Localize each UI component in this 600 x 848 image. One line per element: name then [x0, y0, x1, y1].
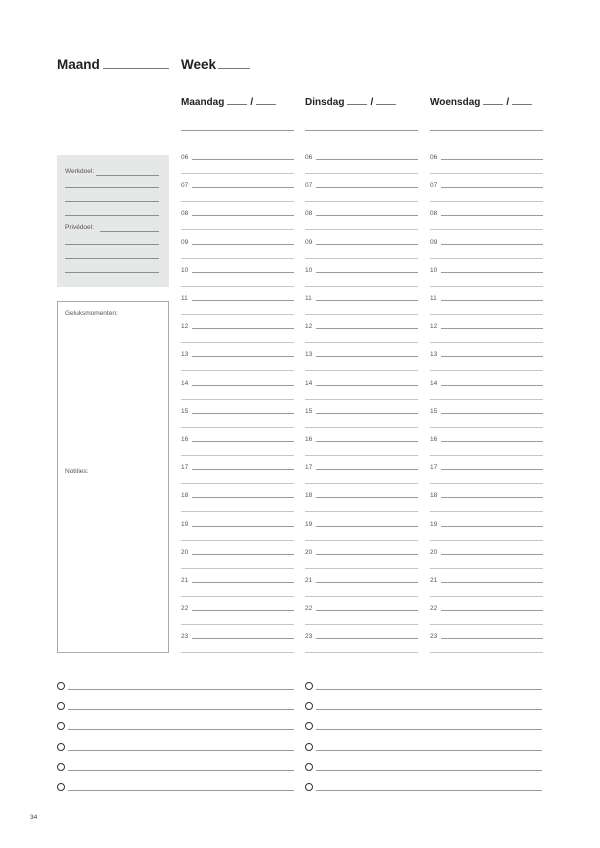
half-hour-line[interactable]	[305, 399, 418, 400]
todo-checkbox[interactable]	[57, 722, 65, 730]
goal-box	[57, 155, 169, 287]
work-goal-line[interactable]	[96, 175, 159, 176]
hour-line[interactable]	[441, 385, 543, 386]
half-hour-line[interactable]	[305, 314, 418, 315]
notes-box[interactable]	[57, 301, 169, 653]
hour-line[interactable]	[316, 244, 418, 245]
half-hour-line[interactable]	[430, 258, 543, 259]
half-hour-line[interactable]	[181, 201, 294, 202]
hour-label: 20	[305, 548, 313, 556]
todo-line[interactable]	[68, 729, 294, 730]
hour-line[interactable]	[316, 526, 418, 527]
month-number-blank[interactable]	[512, 104, 532, 105]
hour-label: 21	[305, 577, 313, 584]
day-number-blank[interactable]	[483, 104, 503, 105]
day-header-line[interactable]	[430, 130, 543, 131]
half-hour-line[interactable]	[430, 483, 543, 484]
half-hour-line[interactable]	[305, 540, 418, 541]
hour-label: 15	[430, 407, 438, 415]
day-header-line[interactable]	[305, 130, 418, 131]
half-hour-line[interactable]	[430, 399, 543, 400]
hour-line[interactable]	[316, 187, 418, 188]
hour-line[interactable]	[316, 328, 418, 329]
hour-label: 20	[181, 548, 189, 556]
hour-label: 10	[305, 266, 313, 274]
month-number-blank[interactable]	[376, 104, 396, 105]
hour-line[interactable]	[441, 469, 543, 470]
todo-checkbox[interactable]	[305, 722, 313, 730]
week-label: Week	[181, 57, 217, 72]
hour-label: 18	[305, 492, 313, 500]
hour-line[interactable]	[441, 497, 543, 498]
half-hour-line[interactable]	[305, 568, 418, 569]
hour-line[interactable]	[316, 413, 418, 414]
hour-label: 10	[181, 266, 189, 274]
hour-label: 17	[181, 464, 189, 472]
half-hour-line[interactable]	[181, 652, 294, 653]
month-number-blank[interactable]	[256, 104, 276, 105]
hour-line[interactable]	[192, 526, 294, 527]
half-hour-line[interactable]	[305, 173, 418, 174]
hour-label: 12	[181, 323, 189, 331]
date-separator: /	[250, 97, 254, 108]
happy-moments-label: Geluksmomenten:	[65, 310, 118, 317]
hour-label: 09	[181, 238, 189, 246]
hour-line[interactable]	[441, 554, 543, 555]
hour-label: 16	[305, 436, 313, 443]
hour-line[interactable]	[316, 554, 418, 555]
day-number-blank[interactable]	[347, 104, 367, 105]
half-hour-line[interactable]	[181, 229, 294, 230]
half-hour-line[interactable]	[430, 370, 543, 371]
hour-line[interactable]	[192, 413, 294, 414]
todo-checkbox[interactable]	[57, 763, 65, 771]
todo-line[interactable]	[316, 770, 542, 771]
half-hour-line[interactable]	[181, 511, 294, 512]
day-number-blank[interactable]	[227, 104, 247, 105]
hour-line[interactable]	[192, 441, 294, 442]
half-hour-line[interactable]	[305, 483, 418, 484]
hour-label: 13	[430, 351, 438, 359]
half-hour-line[interactable]	[305, 652, 418, 653]
hour-line[interactable]	[441, 413, 543, 414]
work-goal-line[interactable]	[65, 215, 159, 216]
hour-label: 16	[181, 436, 189, 443]
hour-line[interactable]	[316, 497, 418, 498]
todo-line[interactable]	[316, 750, 542, 751]
hour-label: 11	[305, 295, 312, 302]
hour-label: 10	[430, 266, 438, 274]
hour-line[interactable]	[316, 215, 418, 216]
hour-line[interactable]	[441, 638, 543, 639]
half-hour-line[interactable]	[430, 427, 543, 428]
hour-label: 19	[181, 520, 189, 528]
hour-label: 12	[430, 323, 438, 331]
hour-label: 17	[305, 464, 313, 472]
work-goal-line[interactable]	[65, 187, 159, 188]
private-goal-label: Privédoel:	[65, 224, 94, 231]
hour-line[interactable]	[441, 328, 543, 329]
todo-checkbox[interactable]	[57, 702, 65, 710]
half-hour-line[interactable]	[181, 314, 294, 315]
half-hour-line[interactable]	[430, 286, 543, 287]
work-goal-label: Werkdoel:	[65, 168, 95, 175]
date-separator: /	[506, 97, 510, 108]
hour-label: 19	[430, 520, 438, 528]
notes-label: Notities:	[65, 468, 89, 475]
half-hour-line[interactable]	[181, 258, 294, 259]
hour-label: 16	[430, 436, 438, 443]
hour-label: 09	[430, 238, 438, 246]
hour-label: 07	[430, 182, 438, 190]
hour-label: 06	[430, 154, 438, 161]
private-goal-line[interactable]	[100, 231, 159, 232]
hour-line[interactable]	[316, 582, 418, 583]
todo-line[interactable]	[68, 770, 294, 771]
todo-checkbox[interactable]	[305, 682, 313, 690]
half-hour-line[interactable]	[430, 652, 543, 653]
half-hour-line[interactable]	[305, 427, 418, 428]
hour-line[interactable]	[192, 159, 294, 160]
half-hour-line[interactable]	[430, 455, 543, 456]
hour-line[interactable]	[192, 582, 294, 583]
hour-line[interactable]	[441, 441, 543, 442]
half-hour-line[interactable]	[181, 540, 294, 541]
half-hour-line[interactable]	[430, 568, 543, 569]
half-hour-line[interactable]	[181, 427, 294, 428]
todo-checkbox[interactable]	[57, 682, 65, 690]
hour-label: 23	[305, 633, 313, 641]
half-hour-line[interactable]	[181, 286, 294, 287]
half-hour-line[interactable]	[305, 201, 418, 202]
hour-line[interactable]	[316, 356, 418, 357]
private-goal-line[interactable]	[65, 258, 159, 259]
hour-line[interactable]	[192, 272, 294, 273]
hour-label: 17	[430, 464, 438, 472]
hour-label: 14	[181, 379, 189, 387]
half-hour-line[interactable]	[430, 540, 543, 541]
hour-line[interactable]	[192, 244, 294, 245]
hour-line[interactable]	[441, 300, 543, 301]
date-separator: /	[370, 97, 374, 108]
half-hour-line[interactable]	[181, 455, 294, 456]
hour-label: 19	[305, 520, 313, 528]
hour-label: 07	[181, 182, 189, 190]
page-number: 34	[30, 814, 38, 821]
hour-label: 15	[305, 407, 313, 415]
half-hour-line[interactable]	[305, 370, 418, 371]
hour-line[interactable]	[316, 441, 418, 442]
hour-label: 06	[305, 154, 313, 161]
hour-line[interactable]	[441, 610, 543, 611]
hour-line[interactable]	[192, 215, 294, 216]
hour-line[interactable]	[441, 272, 543, 273]
hour-line[interactable]	[441, 356, 543, 357]
todo-line[interactable]	[68, 750, 294, 751]
half-hour-line[interactable]	[181, 399, 294, 400]
half-hour-line[interactable]	[430, 511, 543, 512]
todo-line[interactable]	[316, 689, 542, 690]
half-hour-line[interactable]	[181, 624, 294, 625]
hour-label: 18	[430, 492, 438, 500]
half-hour-line[interactable]	[305, 286, 418, 287]
todo-checkbox[interactable]	[305, 702, 313, 710]
half-hour-line[interactable]	[305, 258, 418, 259]
todo-checkbox[interactable]	[57, 743, 65, 751]
hour-label: 09	[305, 238, 313, 246]
hour-label: 06	[181, 154, 189, 161]
day-name: Woensdag	[430, 97, 481, 108]
hour-line[interactable]	[192, 356, 294, 357]
private-goal-line[interactable]	[65, 272, 159, 273]
hour-label: 12	[305, 323, 313, 331]
hour-line[interactable]	[316, 300, 418, 301]
hour-label: 20	[430, 548, 438, 556]
hour-line[interactable]	[316, 610, 418, 611]
hour-line[interactable]	[192, 610, 294, 611]
hour-label: 22	[181, 605, 189, 613]
hour-label: 23	[430, 633, 438, 641]
work-goal-line[interactable]	[65, 201, 159, 202]
todo-checkbox[interactable]	[305, 763, 313, 771]
todo-checkbox[interactable]	[305, 783, 313, 791]
hour-label: 22	[430, 605, 438, 613]
hour-label: 14	[305, 379, 313, 387]
hour-line[interactable]	[441, 244, 543, 245]
todo-line[interactable]	[68, 709, 294, 710]
half-hour-line[interactable]	[430, 624, 543, 625]
hour-label: 08	[181, 210, 189, 218]
day-header	[305, 97, 399, 108]
half-hour-line[interactable]	[305, 455, 418, 456]
half-hour-line[interactable]	[181, 568, 294, 569]
hour-line[interactable]	[192, 497, 294, 498]
hour-line[interactable]	[192, 385, 294, 386]
hour-line[interactable]	[192, 187, 294, 188]
hour-line[interactable]	[192, 638, 294, 639]
hour-line[interactable]	[192, 469, 294, 470]
hour-line[interactable]	[441, 526, 543, 527]
half-hour-line[interactable]	[181, 342, 294, 343]
todo-line[interactable]	[316, 790, 542, 791]
hour-line[interactable]	[441, 187, 543, 188]
hour-label: 07	[305, 182, 313, 190]
todo-checkbox[interactable]	[305, 743, 313, 751]
hour-line[interactable]	[441, 159, 543, 160]
hour-line[interactable]	[192, 554, 294, 555]
hour-label: 11	[181, 295, 188, 302]
hour-label: 15	[181, 407, 189, 415]
month-fill-line[interactable]	[103, 68, 169, 69]
day-header	[430, 97, 535, 108]
hour-line[interactable]	[441, 582, 543, 583]
hour-label: 08	[430, 210, 438, 218]
half-hour-line[interactable]	[181, 370, 294, 371]
hour-label: 11	[430, 295, 437, 302]
hour-label: 14	[430, 379, 438, 387]
todo-line[interactable]	[68, 689, 294, 690]
hour-line[interactable]	[316, 469, 418, 470]
half-hour-line[interactable]	[305, 511, 418, 512]
hour-line[interactable]	[441, 215, 543, 216]
half-hour-line[interactable]	[305, 624, 418, 625]
week-fill-line[interactable]	[218, 68, 250, 69]
hour-line[interactable]	[316, 385, 418, 386]
todo-line[interactable]	[68, 790, 294, 791]
month-label: Maand	[57, 57, 100, 72]
todo-line[interactable]	[316, 709, 542, 710]
day-header-line[interactable]	[181, 130, 294, 131]
hour-label: 13	[305, 351, 313, 359]
hour-line[interactable]	[316, 272, 418, 273]
private-goal-line[interactable]	[65, 244, 159, 245]
hour-line[interactable]	[316, 159, 418, 160]
half-hour-line[interactable]	[181, 173, 294, 174]
hour-label: 22	[305, 605, 313, 613]
day-name: Dinsdag	[305, 97, 345, 108]
day-name: Maandag	[181, 97, 225, 108]
half-hour-line[interactable]	[430, 314, 543, 315]
half-hour-line[interactable]	[181, 596, 294, 597]
half-hour-line[interactable]	[305, 229, 418, 230]
hour-label: 23	[181, 633, 189, 641]
hour-line[interactable]	[192, 328, 294, 329]
hour-label: 13	[181, 351, 189, 359]
half-hour-line[interactable]	[430, 201, 543, 202]
todo-line[interactable]	[316, 729, 542, 730]
hour-label: 21	[430, 577, 438, 584]
hour-line[interactable]	[192, 300, 294, 301]
todo-checkbox[interactable]	[57, 783, 65, 791]
hour-line[interactable]	[316, 638, 418, 639]
day-header	[181, 97, 279, 108]
half-hour-line[interactable]	[305, 342, 418, 343]
hour-label: 08	[305, 210, 313, 218]
half-hour-line[interactable]	[430, 596, 543, 597]
half-hour-line[interactable]	[430, 342, 543, 343]
half-hour-line[interactable]	[430, 173, 543, 174]
half-hour-line[interactable]	[430, 229, 543, 230]
hour-label: 21	[181, 577, 189, 584]
hour-label: 18	[181, 492, 189, 500]
half-hour-line[interactable]	[305, 596, 418, 597]
half-hour-line[interactable]	[181, 483, 294, 484]
